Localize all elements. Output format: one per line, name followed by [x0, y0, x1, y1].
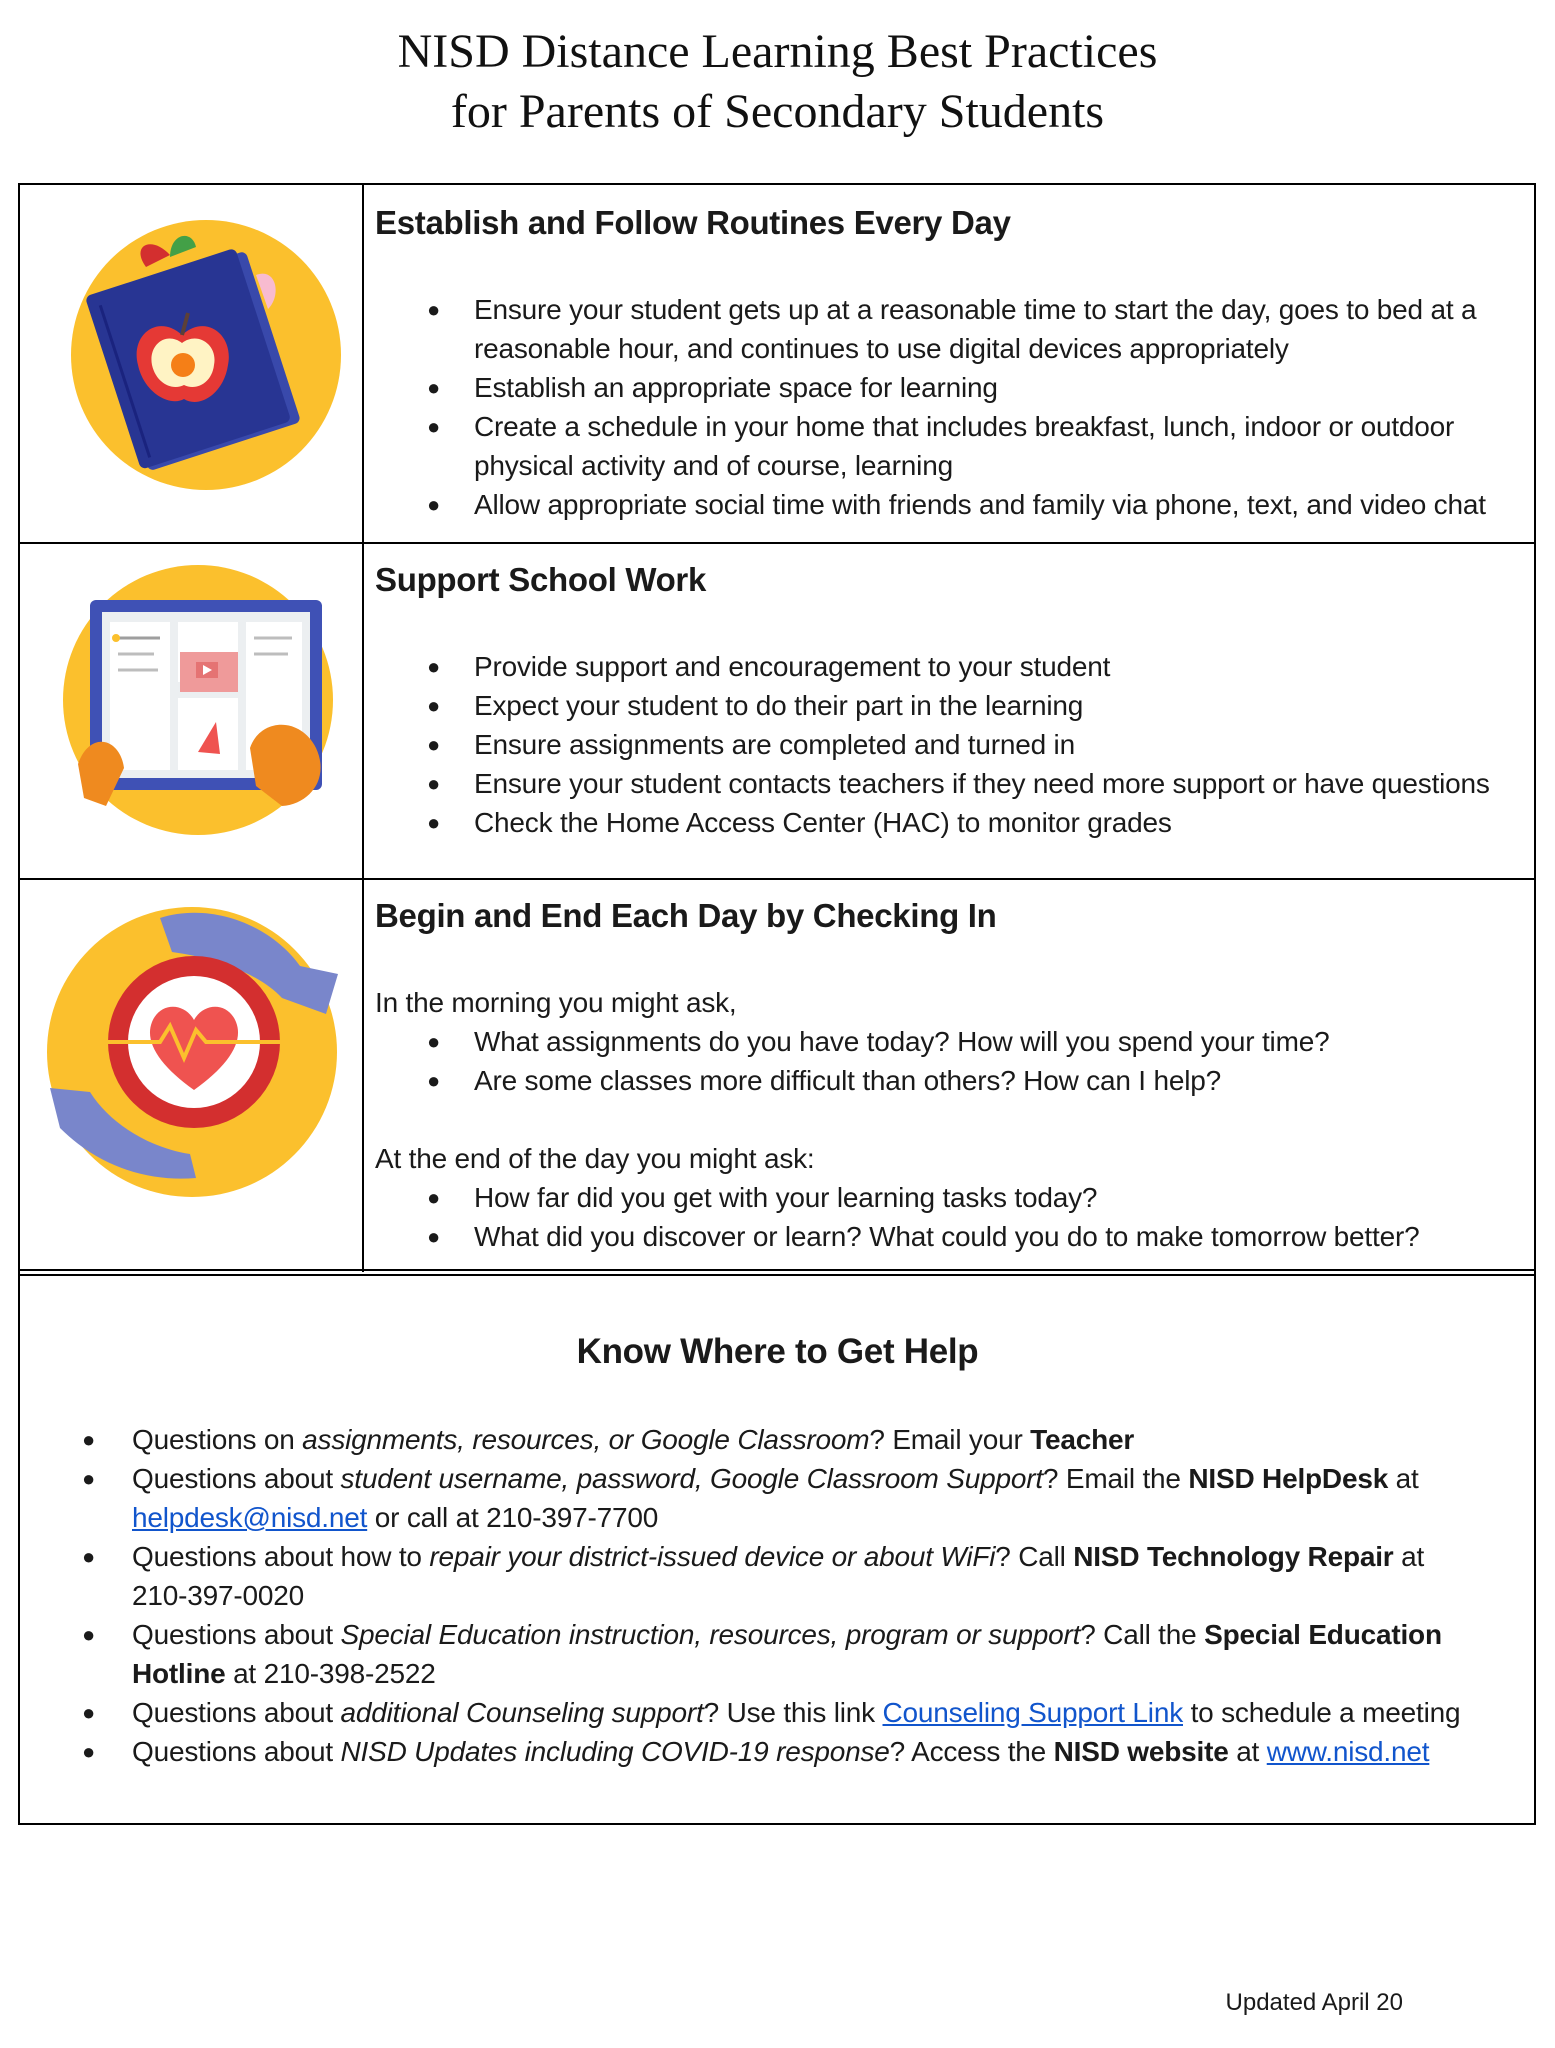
- help-list: [0, 1420, 1470, 1771]
- morning-questions: [375, 1022, 1514, 1100]
- help-text: Questions about: [132, 1697, 341, 1728]
- help-contact: Special Education Hotline: [132, 1619, 1442, 1689]
- list-item: [0, 1732, 1470, 1771]
- help-text: Email your: [892, 1424, 1031, 1455]
- section-heading: Support School Work: [375, 561, 707, 598]
- tablet-icon: [20, 542, 362, 878]
- help-text: Call the: [1103, 1619, 1205, 1650]
- section-heading: Begin and End Each Day by Checking In: [375, 897, 997, 934]
- list-item: [0, 1459, 1470, 1537]
- page-title-line-2: for Parents of Secondary Students: [450, 85, 1105, 138]
- morning-intro: In the morning you might ask,: [375, 987, 737, 1018]
- list-item: [0, 1693, 1470, 1732]
- list-item: ● Are some classes more difficult than others? How can I help?: [375, 1061, 1514, 1100]
- nisd-website-link[interactable]: www.nisd.net: [1266, 1736, 1430, 1767]
- section-routines: [20, 185, 1534, 542]
- help-text: or call at 210-397-7700: [367, 1502, 659, 1533]
- help-text: at 210-398-2522: [225, 1658, 436, 1689]
- help-text: at 210-397-0020: [132, 1541, 1425, 1611]
- help-contact: NISD Technology Repair: [1073, 1541, 1394, 1572]
- help-text: Access the: [911, 1736, 1054, 1767]
- book-apple-icon: [20, 185, 362, 542]
- evening-questions: [375, 1178, 1514, 1256]
- list-item: ● What did you discover or learn? What could you do to make tomorrow better?: [375, 1217, 1514, 1256]
- list-item: ● Ensure your student gets up at a reasonable time to start the day, goes to bed at a reasonable hour, and continues to use digital devices appropriately: [375, 290, 1514, 368]
- help-contact: NISD website: [1053, 1736, 1229, 1767]
- list-item: ● Provide support and encouragement to your student: [375, 647, 1514, 686]
- section-school-work: [20, 542, 1534, 878]
- routines-list: [375, 290, 1514, 524]
- help-text: Questions about: [132, 1736, 341, 1767]
- practices-table: [18, 183, 1536, 1271]
- help-text: ?: [703, 1697, 727, 1728]
- help-text: at: [1388, 1463, 1419, 1494]
- help-text: Questions about how to: [132, 1541, 430, 1572]
- evening-intro: At the end of the day you might ask:: [375, 1143, 815, 1174]
- help-topic: NISD Updates including COVID-19 response: [340, 1736, 890, 1767]
- section-checking-in: [20, 878, 1534, 1274]
- section-heading: Establish and Follow Routines Every Day: [375, 204, 1011, 241]
- counseling-support-link[interactable]: Counseling Support Link: [882, 1697, 1183, 1728]
- help-text: to schedule a meeting: [1183, 1697, 1461, 1728]
- school-work-list: [375, 647, 1514, 842]
- list-item: [0, 1420, 1470, 1459]
- page-title-line-1: NISD Distance Learning Best Practices: [397, 25, 1158, 78]
- help-topic: assignments, resources, or Google Classroom: [302, 1424, 870, 1455]
- list-item: ● Ensure assignments are completed and turned in: [375, 725, 1514, 764]
- help-topic: additional Counseling support: [340, 1697, 704, 1728]
- help-text: Questions about: [132, 1463, 341, 1494]
- help-heading: Know Where to Get Help: [576, 1332, 979, 1371]
- updated-date: Updated April 20: [1225, 1989, 1403, 2016]
- help-text: ?: [1042, 1463, 1066, 1494]
- list-item: ● Check the Home Access Center (HAC) to monitor grades: [375, 803, 1514, 842]
- help-text: Use this link: [726, 1697, 883, 1728]
- help-text: ?: [1080, 1619, 1104, 1650]
- help-text: Call: [1018, 1541, 1074, 1572]
- help-contact: NISD HelpDesk: [1188, 1463, 1389, 1494]
- help-topic: student username, password, Google Classroom Support: [340, 1463, 1043, 1494]
- help-text: Email the: [1065, 1463, 1189, 1494]
- helpdesk-email-link[interactable]: helpdesk@nisd.net: [132, 1502, 368, 1533]
- help-text: ?: [995, 1541, 1019, 1572]
- list-item: ● Allow appropriate social time with friends and family via phone, text, and video chat: [375, 485, 1514, 524]
- list-item: ● What assignments do you have today? How will you spend your time?: [375, 1022, 1514, 1061]
- help-contact: Teacher: [1030, 1424, 1135, 1455]
- list-item: [0, 1615, 1470, 1693]
- heart-hands-icon: [20, 878, 362, 1274]
- help-text: at: [1228, 1736, 1267, 1767]
- help-text: ?: [889, 1736, 912, 1767]
- help-topic: repair your district-issued device or about WiFi: [429, 1541, 996, 1572]
- list-item: ● Establish an appropriate space for learning: [375, 368, 1514, 407]
- help-text: Questions on: [132, 1424, 303, 1455]
- help-text: Questions about: [132, 1619, 341, 1650]
- list-item: ● Create a schedule in your home that includes breakfast, lunch, indoor or outdoor physical activity and of course, learning: [375, 407, 1514, 485]
- list-item: ● Ensure your student contacts teachers if they need more support or have questions: [375, 764, 1514, 803]
- help-topic: Special Education instruction, resources, program or support: [340, 1619, 1081, 1650]
- list-item: [0, 1537, 1470, 1615]
- list-item: ● How far did you get with your learning tasks today?: [375, 1178, 1514, 1217]
- help-text: ?: [869, 1424, 893, 1455]
- list-item: ● Expect your student to do their part in the learning: [375, 686, 1514, 725]
